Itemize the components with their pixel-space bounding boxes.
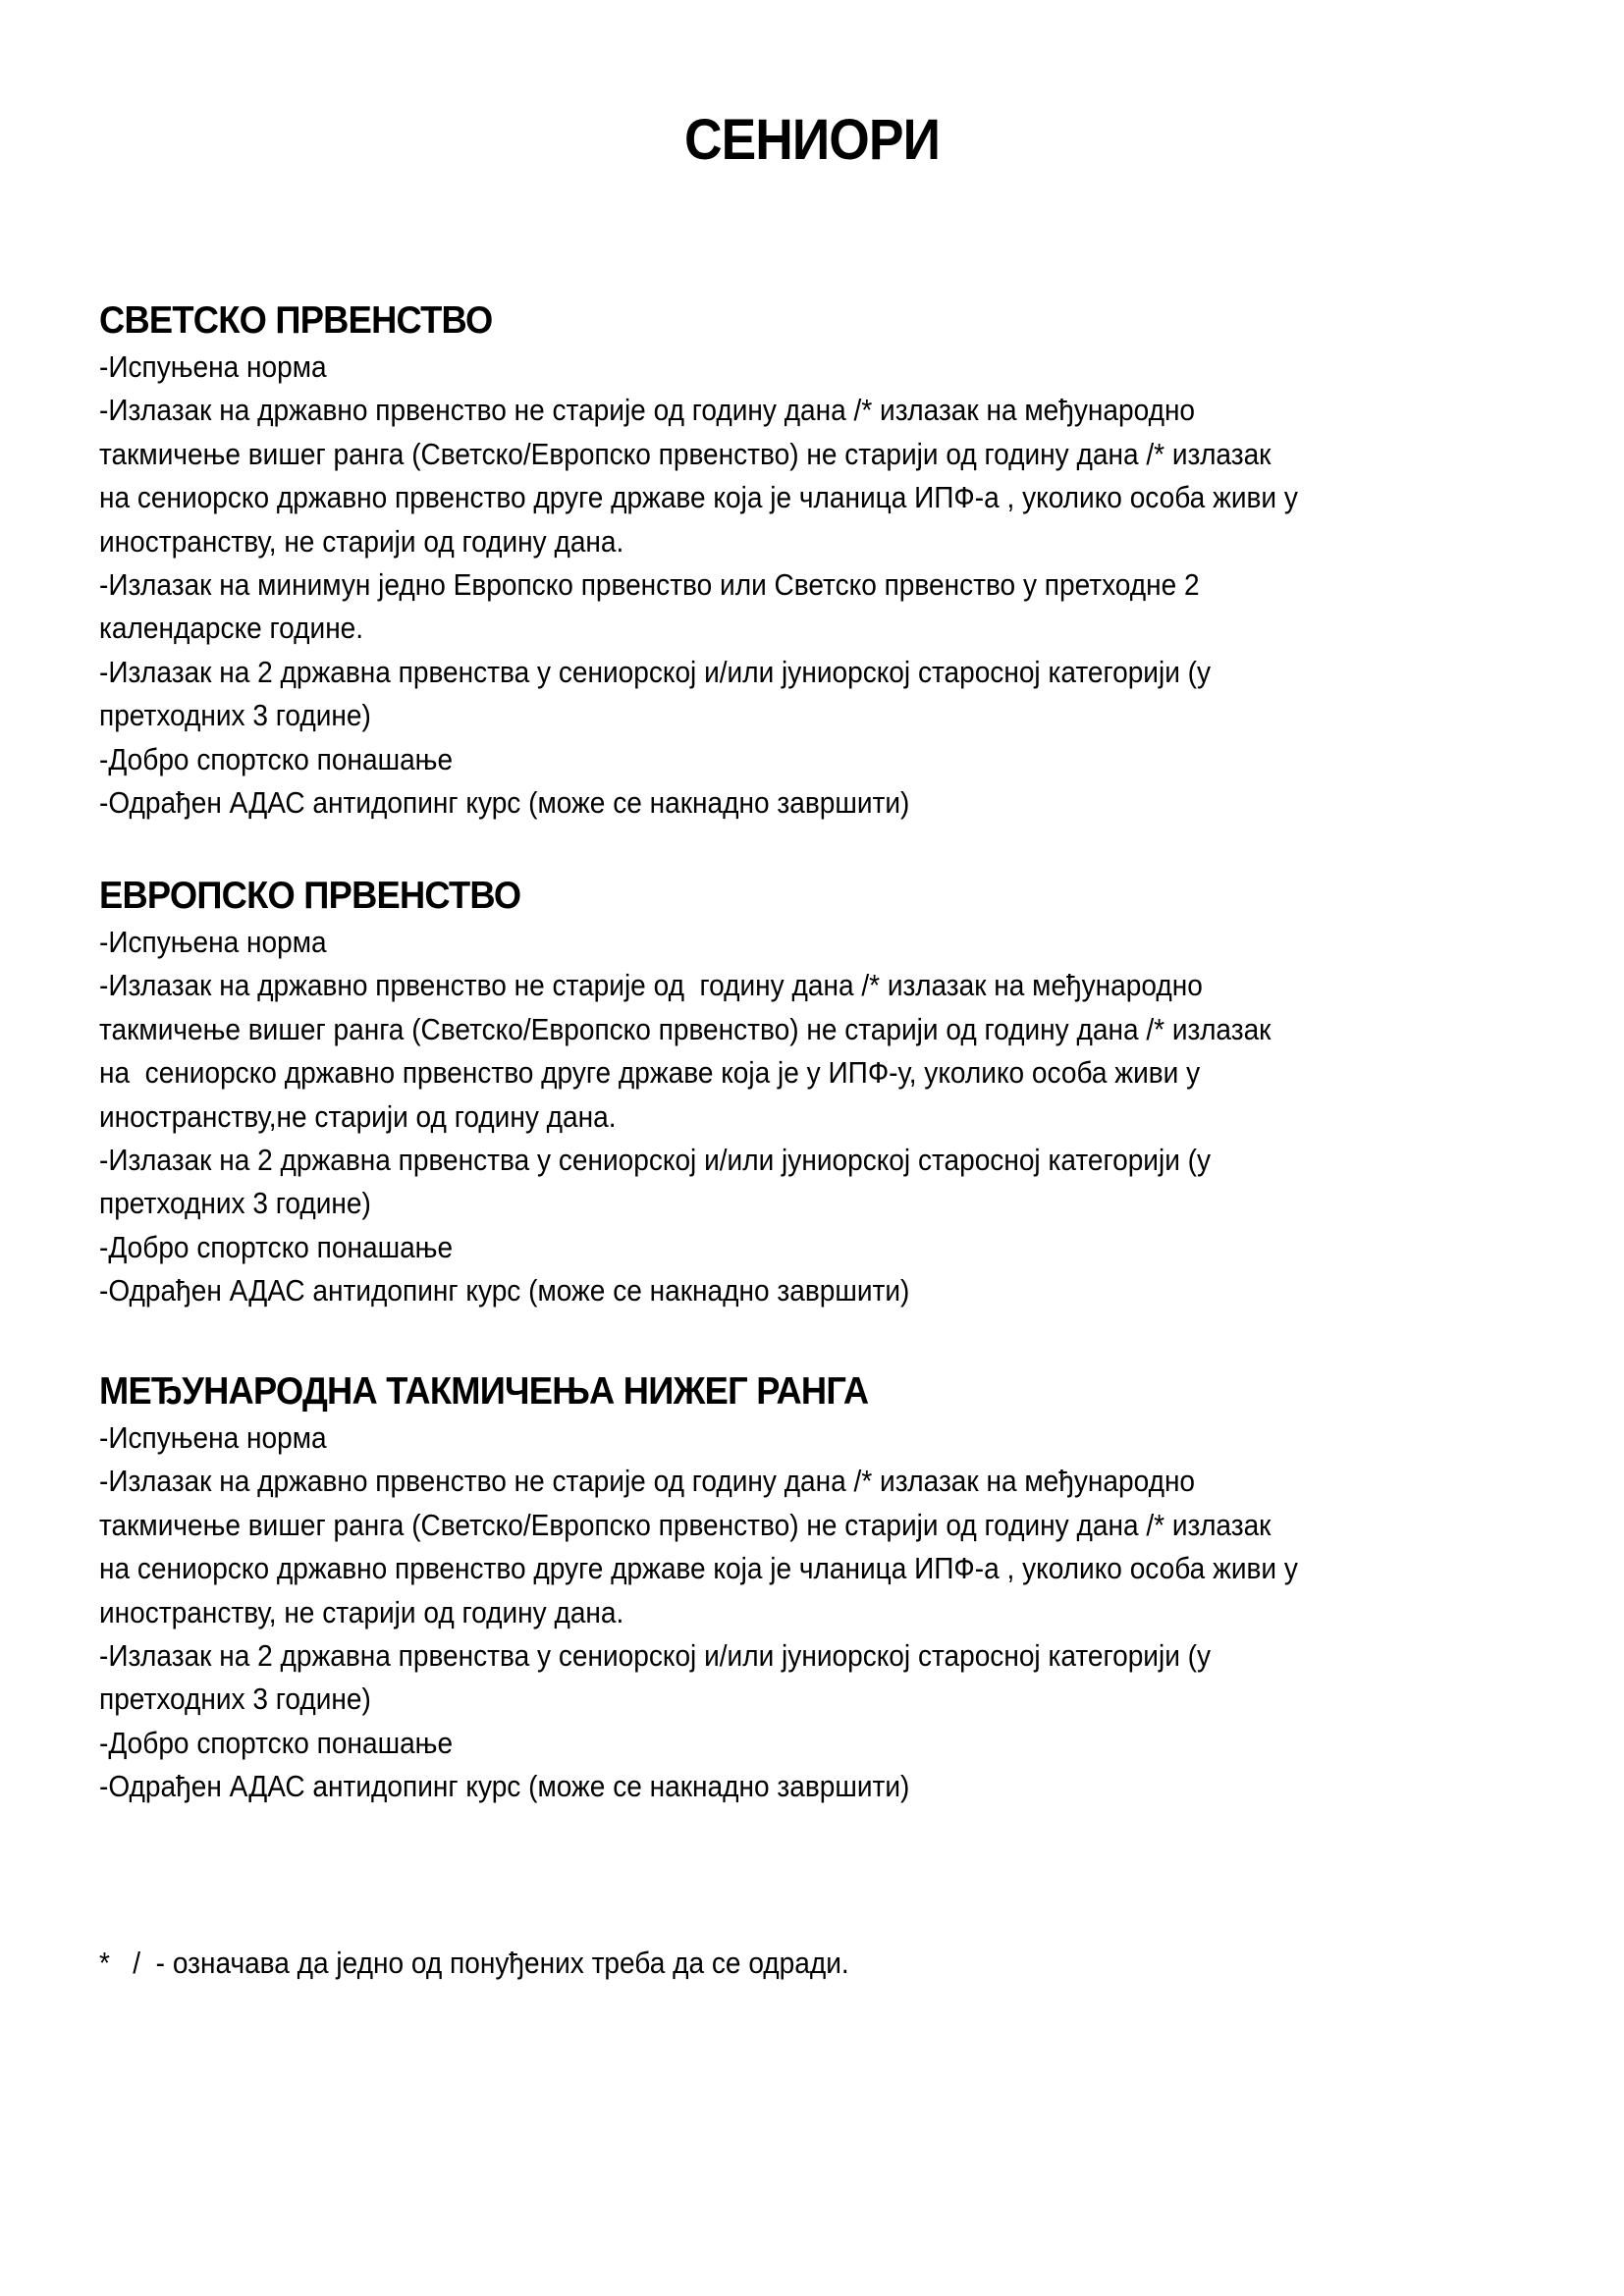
requirement-line: такмичење вишег ранга (Светско/Европско првенство) не старији од годину дана /* излазак xyxy=(99,1011,1272,1046)
section-world-championship xyxy=(99,296,1543,825)
requirement-line: претходних 3 године) xyxy=(99,1186,371,1221)
requirement-line: -Излазак на државно првенство не старије од годину дана /* излазак на међународно xyxy=(99,1464,1196,1499)
requirement-line: -Одрађен АДАС антидопинг курс (може се накнадно завршити) xyxy=(99,1769,910,1804)
requirement-line: иностранству,не старији од годину дана. xyxy=(99,1098,617,1134)
requirement-line: на сениорско државно првенство друге државе која је чланица ИПФ-а , уколико особа живи у xyxy=(99,1551,1298,1586)
section-heading: ЕВРОПСКО ПРВЕНСТВО xyxy=(99,875,521,917)
section-heading: МЕЂУНАРОДНА ТАКМИЧЕЊА НИЖЕГ РАНГА xyxy=(99,1370,869,1413)
requirement-line: -Одрађен АДАС антидопинг курс (може се накнадно завршити) xyxy=(99,785,910,821)
footnote: * / - означава да једно од понуђених треба да се одради. xyxy=(99,1946,849,1980)
requirement-line: на сениорско државно првенство друге државе која је у ИПФ-у, уколико особа живи у xyxy=(99,1055,1201,1091)
requirement-line: -Излазак на 2 државна првенства у сениорској и/или јуниорској старосној категорији (у xyxy=(99,1638,1212,1674)
requirement-line: -Излазак на 2 државна првенства у сениорској и/или јуниорској старосној категорији (у xyxy=(99,654,1212,689)
requirement-line: -Испуњена норма xyxy=(99,1420,327,1455)
requirement-line: -Испуњена норма xyxy=(99,925,327,959)
requirement-line: календарске године. xyxy=(99,611,364,646)
requirement-line: -Излазак на државно првенство не старије од годину дана /* излазак на међународно xyxy=(99,968,1203,1003)
requirement-line: -Добро спортско понашање xyxy=(99,1229,454,1264)
requirement-line: претходних 3 године) xyxy=(99,698,371,733)
requirement-line: претходних 3 године) xyxy=(99,1682,371,1717)
requirement-line: такмичење вишег ранга (Светско/Европско првенство) не старији од годину дана /* излазак xyxy=(99,436,1272,471)
requirement-line: -Одрађен АДАС антидопинг курс (може се накнадно завршити) xyxy=(99,1273,910,1308)
section-european-championship xyxy=(99,872,1543,1313)
requirement-line: иностранству, не старији од годину дана. xyxy=(99,523,624,559)
requirement-line: иностранству, не старији од годину дана. xyxy=(99,1594,624,1629)
requirement-line: -Добро спортско понашање xyxy=(99,741,454,776)
page-title: СЕНИОРИ xyxy=(683,108,941,172)
requirement-line: -Излазак на минимун једно Европско првенство или Светско првенство у претходне 2 xyxy=(99,567,1200,603)
requirement-line: -Излазак на државно првенство не старије од годину дана /* излазак на међународно xyxy=(99,393,1196,428)
requirement-line: -Излазак на 2 државна првенства у сениорској и/или јуниорској старосној категорији (у xyxy=(99,1143,1212,1178)
requirement-line: такмичење вишег ранга (Светско/Европско првенство) не старији од годину дана /* излазак xyxy=(99,1507,1272,1542)
requirement-line: -Испуњена норма xyxy=(99,349,327,384)
section-lower-rank-international xyxy=(99,1367,1543,1809)
requirement-line: на сениорско државно првенство друге државе која је чланица ИПФ-а , уколико особа живи у xyxy=(99,480,1298,515)
section-heading: СВЕТСКО ПРВЕНСТВО xyxy=(99,299,493,342)
requirement-line: -Добро спортско понашање xyxy=(99,1725,454,1760)
